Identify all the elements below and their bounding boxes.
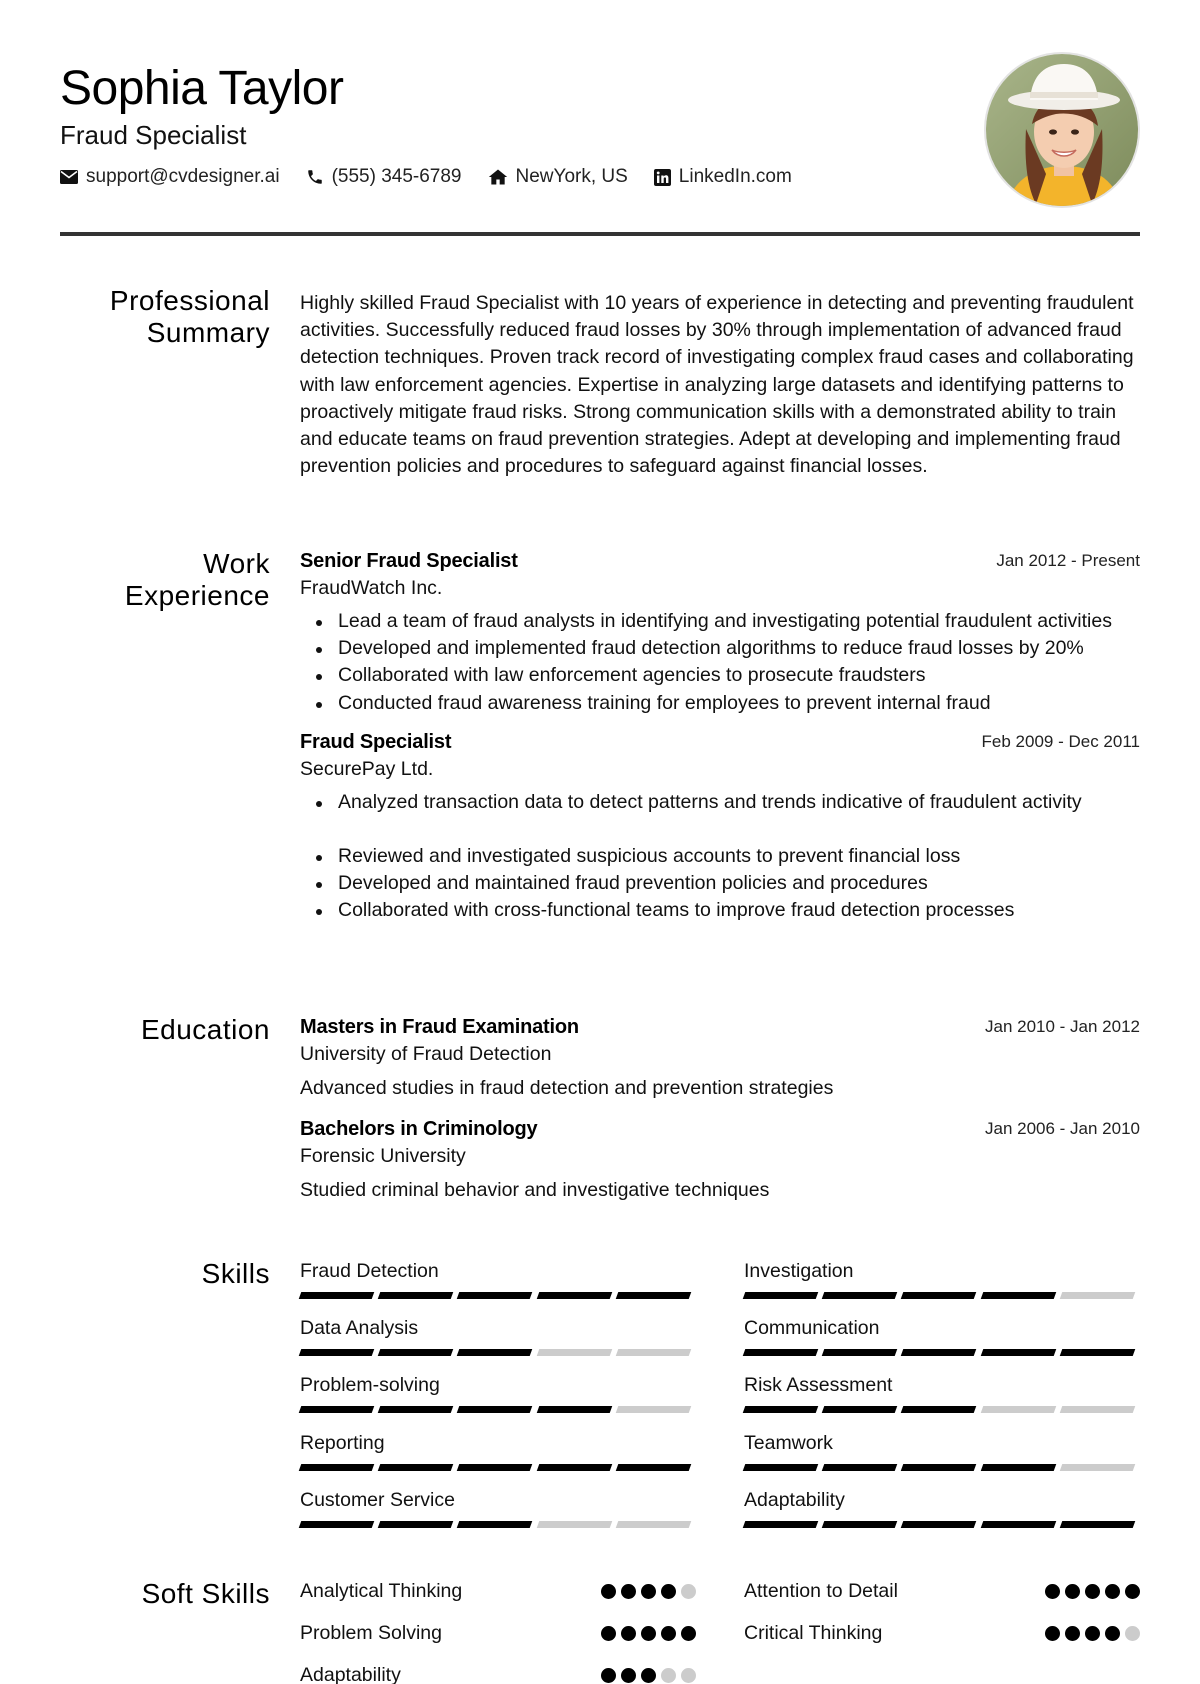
education-degree: Masters in Fraud Examination [300,1016,579,1038]
linkedin-text: LinkedIn.com [678,166,792,187]
skill-level-segment-filled [822,1349,898,1356]
rating-dot-empty [681,1584,696,1599]
rating-dot-filled [601,1584,616,1599]
job-bullet: Collaborated with law enforcement agencies to prosecute fraudsters [300,662,1140,689]
skill-level-bar [300,1349,696,1356]
skill-level-segment-filled [616,1292,692,1299]
job-bullets [300,608,1140,717]
skill-name: Reporting [300,1432,385,1454]
skill-level-segment-filled [457,1349,533,1356]
skill-level-bar [300,1521,696,1528]
skill-level-segment-filled [378,1406,454,1413]
skill-level-segment-filled [457,1406,533,1413]
skill-name: Customer Service [300,1489,455,1511]
rating-dot-filled [1125,1584,1140,1599]
skill-level-segment-filled [743,1349,819,1356]
soft-skill-rating [596,1584,696,1599]
soft-skills-grid [300,1578,1140,1684]
job-entry [300,729,1140,925]
skill-level-segment-filled [980,1521,1056,1528]
resume-header [60,62,1140,188]
skill-level-segment-filled [822,1464,898,1471]
job-bullet: Collaborated with cross-functional teams to improve fraud detection processes [300,897,1140,924]
soft-skill-item [744,1620,1140,1646]
home-icon [488,168,508,186]
skill-level-segment-filled [378,1464,454,1471]
rating-dot-filled [641,1668,656,1683]
summary-text: Highly skilled Fraud Specialist with 10 years of experience in detecting and preventing fraudulent activities. Successfully reduced fraud losses by 30% through implementation of advanced fraud detection techniques. Proven track record of investigating complex fraud cases and collaborating with law enforcement agencies. Expertise in analyzing large datasets and identifying patterns to proactively mitigate fraud risks. Strong communication skills with a demonstrated ability to train and educate teams on fraud prevention strategies. Adept at developing and implementing fraud prevention policies and procedures to safeguard against financial losses. [300,292,1134,478]
education-heading: Education [140,1014,270,1045]
soft-skill-rating [596,1668,696,1683]
soft-skill-name: Analytical Thinking [300,1580,463,1602]
rating-dot-filled [601,1668,616,1683]
skill-level-segment-filled [378,1292,454,1299]
skill-level-bar [744,1292,1140,1299]
contact-row [60,166,1140,188]
candidate-name: Sophia Taylor [60,62,344,115]
skill-level-segment-filled [378,1521,454,1528]
soft-skill-item [300,1620,696,1646]
skill-level-segment-empty [616,1521,692,1528]
skill-level-segment-filled [536,1292,612,1299]
skill-name: Adaptability [744,1489,845,1511]
skills-heading: Skills [201,1258,270,1289]
skill-level-bar [744,1521,1140,1528]
rating-dot-empty [681,1668,696,1683]
experience-heading-line1: Work [203,548,270,579]
skill-level-segment-filled [980,1292,1056,1299]
skill-level-segment-filled [822,1292,898,1299]
skill-name: Data Analysis [300,1317,419,1339]
skill-level-bar [300,1406,696,1413]
skill-level-segment-empty [536,1521,612,1528]
skill-item [744,1258,1140,1299]
experience-heading-line2: Experience [124,580,270,611]
summary-heading-line2: Summary [146,317,270,348]
skill-name: Risk Assessment [744,1374,893,1396]
skill-name: Communication [744,1317,880,1339]
skill-level-segment-filled [299,1292,375,1299]
skill-level-segment-filled [743,1464,819,1471]
skill-level-segment-filled [901,1521,977,1528]
rating-dot-empty [1125,1626,1140,1641]
phone-text: (555) 345-6789 [331,166,462,187]
education-school: Forensic University [300,1145,466,1167]
skill-item [744,1430,1140,1471]
soft-skill-item [300,1662,696,1684]
job-bullets [300,789,1140,925]
skill-level-segment-empty [616,1349,692,1356]
soft-skill-name: Attention to Detail [744,1580,898,1602]
skill-level-segment-filled [822,1521,898,1528]
skill-level-bar [300,1292,696,1299]
rating-dot-filled [1065,1626,1080,1641]
skill-level-segment-filled [299,1406,375,1413]
skill-item [300,1487,696,1528]
job-dates: Feb 2009 - Dec 2011 [981,731,1140,751]
rating-dot-filled [1045,1626,1060,1641]
rating-dot-filled [641,1626,656,1641]
summary-heading-line1: Professional [109,285,270,316]
rating-dot-filled [601,1626,616,1641]
soft-skills-heading: Soft Skills [141,1578,270,1609]
skill-level-segment-filled [378,1349,454,1356]
skill-level-bar [744,1349,1140,1356]
skill-level-segment-filled [901,1349,977,1356]
header-divider [60,232,1140,236]
rating-dot-filled [1065,1584,1080,1599]
skill-level-segment-empty [1060,1292,1136,1299]
linkedin-icon [654,169,671,186]
skill-level-segment-empty [1060,1406,1136,1413]
skills-grid [300,1258,1140,1558]
skill-name: Fraud Detection [300,1260,439,1282]
skill-level-segment-filled [743,1292,819,1299]
job-company: SecurePay Ltd. [300,757,434,780]
skill-level-segment-filled [536,1464,612,1471]
soft-skill-rating [596,1626,696,1641]
skill-level-segment-empty [1060,1464,1136,1471]
skill-name: Teamwork [744,1432,833,1454]
contact-phone[interactable] [306,166,462,188]
profile-photo-illustration [986,54,1140,208]
profile-photo [984,52,1140,208]
experience-heading [60,548,270,612]
contact-location [488,166,628,188]
phone-icon [306,168,324,186]
skill-item [744,1372,1140,1413]
candidate-title: Fraud Specialist [60,120,247,150]
experience-body [300,548,1140,925]
skill-level-segment-filled [299,1349,375,1356]
location-text: NewYork, US [515,166,628,187]
skill-name: Investigation [744,1260,854,1282]
job-bullet: Lead a team of fraud analysts in identifying and investigating potential fraudulent activities [300,608,1140,635]
job-dates: Jan 2012 - Present [996,551,1140,570]
job-company: FraudWatch Inc. [300,577,443,599]
skill-level-segment-filled [457,1521,533,1528]
education-description: Advanced studies in fraud detection and prevention strategies [300,1077,834,1099]
rating-dot-filled [661,1626,676,1641]
skill-level-segment-empty [980,1406,1056,1413]
education-entry [300,1014,1140,1102]
soft-skill-rating [1040,1626,1140,1641]
education-body [300,1014,1140,1204]
rating-dot-filled [641,1584,656,1599]
job-bullet: Developed and maintained fraud prevention policies and procedures [300,870,1140,897]
rating-dot-filled [621,1668,636,1683]
rating-dot-filled [621,1626,636,1641]
email-text: support@cvdesigner.ai [86,166,280,187]
skill-level-segment-filled [457,1464,533,1471]
skill-level-bar [744,1406,1140,1413]
skill-level-segment-filled [536,1406,612,1413]
soft-skill-name: Adaptability [300,1664,401,1684]
skill-name: Problem-solving [300,1374,440,1396]
skill-level-segment-filled [299,1464,375,1471]
education-dates: Jan 2006 - Jan 2010 [984,1119,1140,1138]
rating-dot-empty [661,1668,676,1683]
skill-level-segment-empty [616,1406,692,1413]
skill-level-segment-empty [536,1349,612,1356]
job-bullet: Reviewed and investigated suspicious accounts to prevent financial loss [300,843,1140,870]
contact-linkedin[interactable] [654,166,792,188]
job-bullet: Conducted fraud awareness training for employees to prevent internal fraud [300,690,1140,717]
education-school: University of Fraud Detection [300,1043,552,1065]
skill-item [300,1430,696,1471]
education-dates: Jan 2010 - Jan 2012 [984,1017,1140,1036]
skill-level-bar [744,1464,1140,1471]
skill-level-segment-filled [299,1521,375,1528]
skill-level-segment-filled [457,1292,533,1299]
rating-dot-filled [1085,1626,1100,1641]
rating-dot-filled [1105,1626,1120,1641]
rating-dot-filled [1045,1584,1060,1599]
education-entry [300,1116,1140,1204]
skill-level-segment-filled [980,1349,1056,1356]
soft-skill-item [300,1578,696,1604]
rating-dot-filled [1085,1584,1100,1599]
soft-skill-item [744,1578,1140,1604]
rating-dot-filled [621,1584,636,1599]
skill-level-segment-filled [822,1406,898,1413]
job-bullet: Developed and implemented fraud detection algorithms to reduce fraud losses by 20% [300,635,1140,662]
contact-email[interactable] [60,166,280,188]
skill-item [744,1315,1140,1356]
skill-level-segment-filled [901,1464,977,1471]
soft-skill-name: Critical Thinking [744,1622,883,1644]
skill-level-segment-filled [980,1464,1056,1471]
summary-heading [60,285,270,349]
skill-level-bar [300,1464,696,1471]
skill-item [744,1487,1140,1528]
job-role: Senior Fraud Specialist [300,550,518,572]
soft-skill-rating [1040,1584,1140,1599]
education-degree: Bachelors in Criminology [300,1118,538,1140]
skills-section [60,1258,1140,1558]
skill-level-segment-filled [743,1521,819,1528]
job-role: Fraud Specialist [300,730,452,753]
skill-level-segment-filled [743,1406,819,1413]
skill-item [300,1372,696,1413]
rating-dot-filled [1105,1584,1120,1599]
skill-level-segment-filled [1060,1521,1136,1528]
skill-item [300,1315,696,1356]
rating-dot-filled [681,1626,696,1641]
skill-level-segment-filled [616,1464,692,1471]
soft-skill-name: Problem Solving [300,1622,442,1644]
skill-item [300,1258,696,1299]
envelope-icon [60,170,78,184]
education-description: Studied criminal behavior and investigative techniques [300,1179,770,1201]
rating-dot-filled [661,1584,676,1599]
skill-level-segment-filled [1060,1349,1136,1356]
job-bullet: Analyzed transaction data to detect patterns and trends indicative of fraudulent activity [300,789,1140,816]
job-entry [300,548,1140,717]
skill-level-segment-filled [901,1292,977,1299]
skill-level-segment-filled [901,1406,977,1413]
